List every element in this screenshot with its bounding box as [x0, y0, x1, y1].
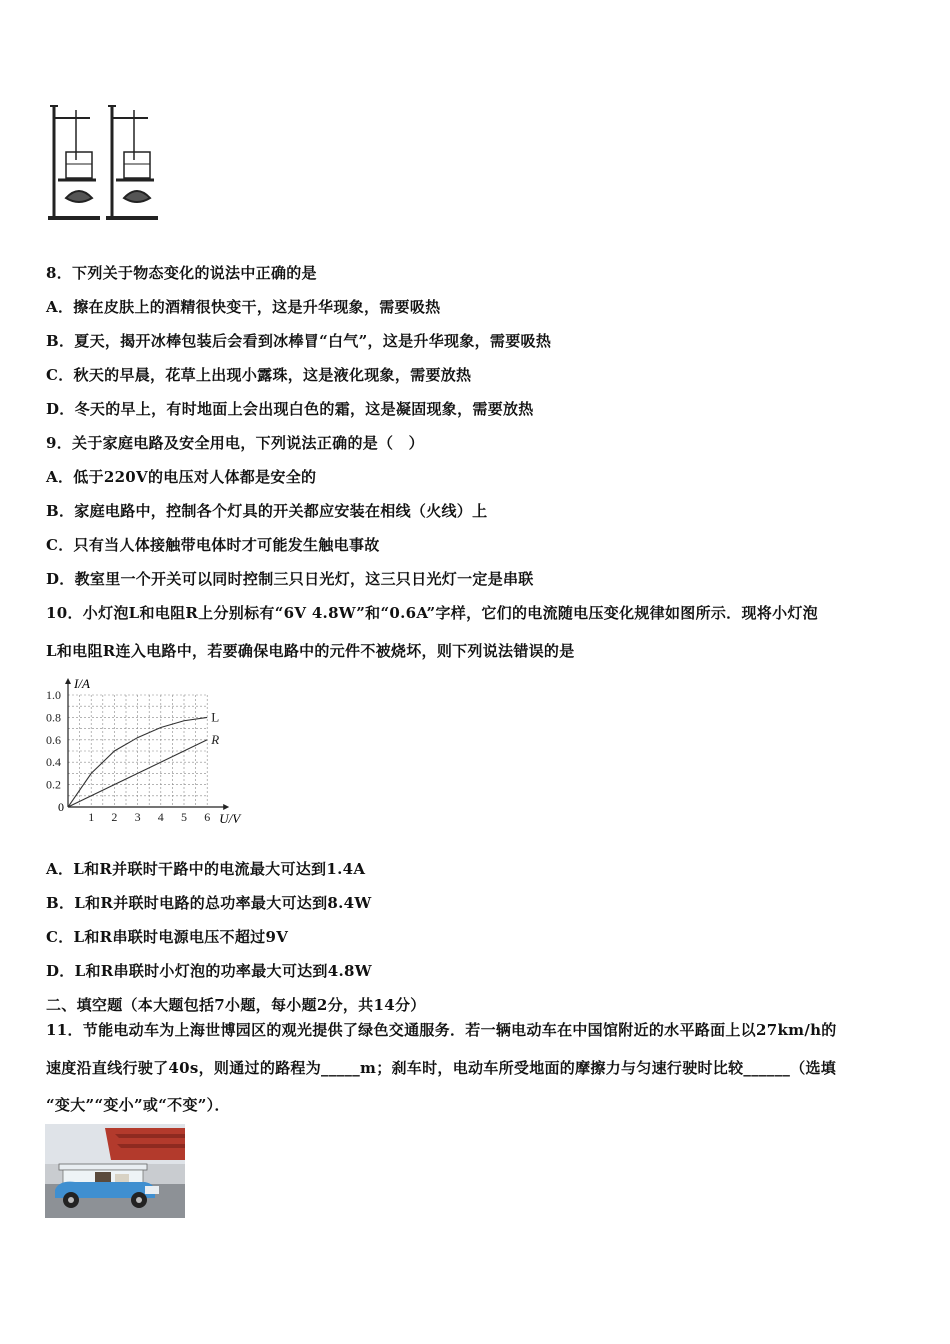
q8-option-d: D．冬天的早上，有时地面上会出现白色的霜，这是凝固现象，需要放热: [46, 400, 534, 418]
electric-cart-photo: [45, 1124, 185, 1218]
x-tick-label: 5: [181, 810, 187, 824]
q10-stem-line1: 10．小灯泡L和电阻R上分别标有“6V 4.8W”和“0.6A”字样，它们的电流随电压变化规律如图所示．现将小灯泡: [46, 604, 818, 622]
q11-line1: 11．节能电动车为上海世博园区的观光提供了绿色交通服务．若一辆电动车在中国馆附近的水平路面上以27km/h的: [46, 1021, 837, 1039]
x-tick-label: 3: [134, 810, 141, 824]
chart-axes: [65, 678, 229, 810]
y-axis-label: I/A: [74, 676, 90, 691]
x-tick-label: 1: [88, 810, 95, 824]
apparatus-figure: [44, 100, 162, 222]
y-tick-label: 0.2: [46, 777, 61, 792]
section-2-heading: 二、填空题（本大题包括7小题，每小题2分，共14分）: [46, 996, 426, 1014]
q10-option-b: B．L和R并联时电路的总功率最大可达到8.4W: [46, 894, 372, 912]
q10-option-d: D．L和R串联时小灯泡的功率最大可达到4.8W: [46, 962, 372, 980]
y-tick-label: 0.8: [46, 710, 61, 725]
y-tick-label: 0.6: [46, 732, 61, 747]
q10-option-c: C．L和R串联时电源电压不超过9V: [46, 928, 289, 946]
q11-line2: 速度沿直线行驶了40s，则通过的路程为_____m；刹车时，电动车所受地面的摩擦力与匀速行驶时比较______（选填: [46, 1059, 837, 1077]
y-tick-label: 1.0: [46, 688, 61, 702]
x-axis-arrow: [223, 804, 229, 810]
series-label-L: L: [211, 709, 220, 725]
q8-option-b: B．夏天，揭开冰棒包装后会看到冰棒冒“白气”，这是升华现象，需要吸热: [46, 332, 552, 350]
q9-option-a: A．低于220V的电压对人体都是安全的: [46, 468, 317, 486]
q9-option-d: D．教室里一个开关可以同时控制三只日光灯，这三只日光灯一定是串联: [46, 570, 534, 588]
x-tick-label: 2: [111, 810, 118, 824]
y-axis-arrow: [65, 678, 71, 684]
x-axis-label: U/V: [219, 811, 241, 826]
q10-stem-line2: L和电阻R连入电路中，若要确保电路中的元件不被烧坏，则下列说法错误的是: [46, 642, 575, 660]
q9-option-b: B．家庭电路中，控制各个灯具的开关都应安装在相线（火线）上: [46, 502, 488, 520]
origin-label: 0: [58, 800, 64, 814]
y-tick-label: 0.4: [46, 755, 61, 770]
q8-option-c: C．秋天的早晨，花草上出现小露珠，这是液化现象，需要放热: [46, 366, 472, 384]
q11-line3: “变大”“变小”或“不变”）．: [46, 1096, 230, 1114]
chart-grid: [68, 695, 207, 807]
x-tick-label: 4: [157, 810, 164, 824]
q8-option-a: A．擦在皮肤上的酒精很快变干，这是升华现象，需要吸热: [46, 298, 441, 316]
q8-stem: 8．下列关于物态变化的说法中正确的是: [46, 264, 317, 282]
x-tick-label: 6: [204, 810, 211, 824]
q10-option-a: A．L和R并联时干路中的电流最大可达到1.4A: [46, 860, 366, 878]
iu-chart: [44, 674, 258, 830]
q9-stem: 9．关于家庭电路及安全用电，下列说法正确的是（ ）: [46, 434, 424, 452]
series-label-R: R: [211, 731, 220, 747]
q9-option-c: C．只有当人体接触带电体时才可能发生触电事故: [46, 536, 380, 554]
